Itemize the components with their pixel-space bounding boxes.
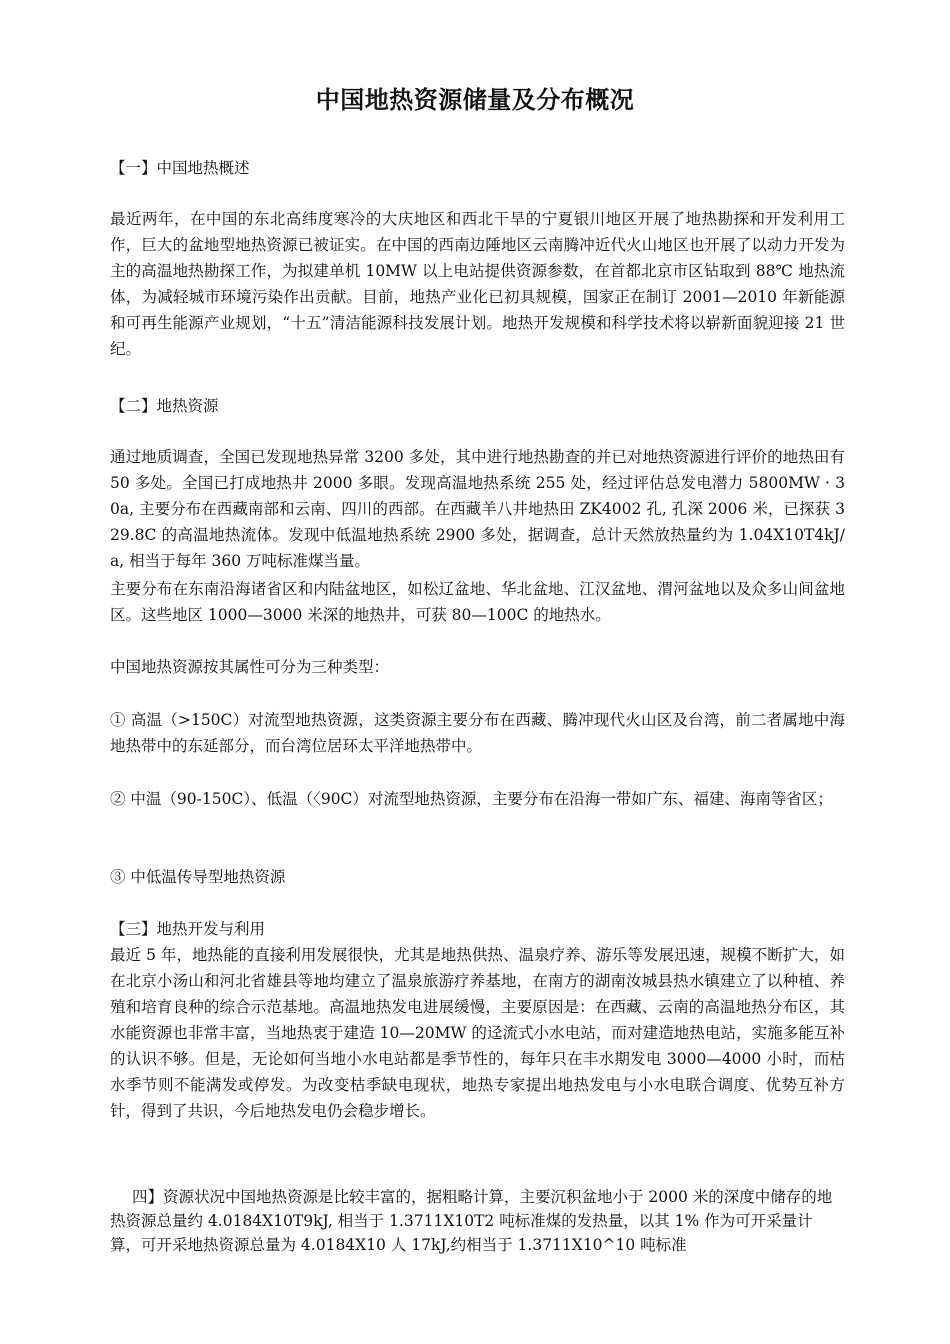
- section-2-heading: 【二】地热资源: [110, 397, 219, 415]
- section-2-type-3: ③ 中低温传导型地热资源: [110, 868, 286, 886]
- section-2-types-intro: 中国地热资源按其属性可分为三种类型：: [110, 658, 390, 676]
- section-1-heading: 【一】中国地热概述: [110, 159, 250, 177]
- section-2-paragraph-2: 主要分布在东南沿海诸省区和内陆盆地区，如松辽盆地、华北盆地、江汉盆地、渭河盆地以及众多山间盆地区。这些地区 1000—3000 米深的地热井，可获 80—100C 的地热水。: [110, 580, 845, 624]
- document-title: 中国地热资源储量及分布概况: [315, 86, 635, 114]
- section-4-paragraph: 四】资源状况中国地热资源是比较丰富的，据粗略计算，主要沉积盆地小于 2000 米的深度中储存的地热资源总量约 4.0184X10T9kJ, 相当于 1.3711X10T2 吨标准煤的发热量，以其 1% 作为可开采量计算，可开采地热资源总量为 4.0184X10 人 17kJ,约相当于 1.3711X10^10 吨标准: [110, 1188, 833, 1254]
- section-3-heading: 【三】地热开发与利用: [110, 920, 266, 938]
- section-2-paragraph-1: 通过地质调查，全国已发现地热异常 3200 多处，其中进行地热勘查的并已对地热资源进行评价的地热田有 50 多处。全国已打成地热井 2000 多眼。发现高温地热系统 255 处，经过评估总发电潜力 5800MW · 30a, 主要分布在西藏南部和云南、四川的西部。在西藏羊八井地热田 ZK4002 孔, 孔深 2006 米，已探获 329.8C 的高温地热流体。发现中低温地热系统 2900 多处，据调查，总计天然放热量约为 1.04X10T4kJ/a, 相当于每年 360 万吨标准煤当量。: [110, 448, 845, 570]
- section-1-paragraph: 最近两年，在中国的东北高纬度寒冷的大庆地区和西北干旱的宁夏银川地区开展了地热勘探和开发利用工作，巨大的盆地型地热资源已被证实。在中国的西南边陲地区云南腾冲近代火山地区也开展了以动力开发为主的高温地热勘探工作，为拟建单机 10MW 以上电站提供资源参数，在首都北京市区钻取到 88℃ 地热流体，为减轻城市环境污染作出贡献。目前，地热产业化已初具规模，国家正在制订 2001—2010 年新能源和可再生能源产业规划，“十五”清洁能源科技发展计划。地热开发规模和科学技术将以崭新面貌迎接 21 世纪。: [110, 210, 845, 358]
- section-3-paragraph: 最近 5 年，地热能的直接利用发展很快，尤其是地热供热、温泉疗养、游乐等发展迅速，规模不断扩大，如在北京小汤山和河北省雄县等地均建立了温泉旅游疗养基地，在南方的湖南汝城县热水镇建立了以种植、养殖和培育良种的综合示范基地。高温地热发电进展缓慢，主要原因是：在西藏、云南的高温地热分布区，其水能资源也非常丰富，当地热衷于建造 10—20MW 的迳流式小水电站，而对建造地热电站，实施多能互补的认识不够。但是，无论如何当地小水电站都是季节性的，每年只在丰水期发电 3000—4000 小时，而枯水季节则不能满发或停发。为改变枯季缺电现状，地热专家提出地热发电与小水电联合调度、优势互补方针，得到了共识，今后地热发电仍会稳步增长。: [110, 946, 845, 1120]
- section-2-type-1: ① 高温（>150C）对流型地热资源，这类资源主要分布在西藏、腾冲现代火山区及台湾，前二者属地中海地热带中的东延部分，而台湾位居环太平洋地热带中。: [110, 711, 845, 755]
- section-2-type-2: ② 中温（90-150C）、低温（〈90C）对流型地热资源，主要分布在沿海一带如广东、福建、海南等省区；: [110, 790, 833, 808]
